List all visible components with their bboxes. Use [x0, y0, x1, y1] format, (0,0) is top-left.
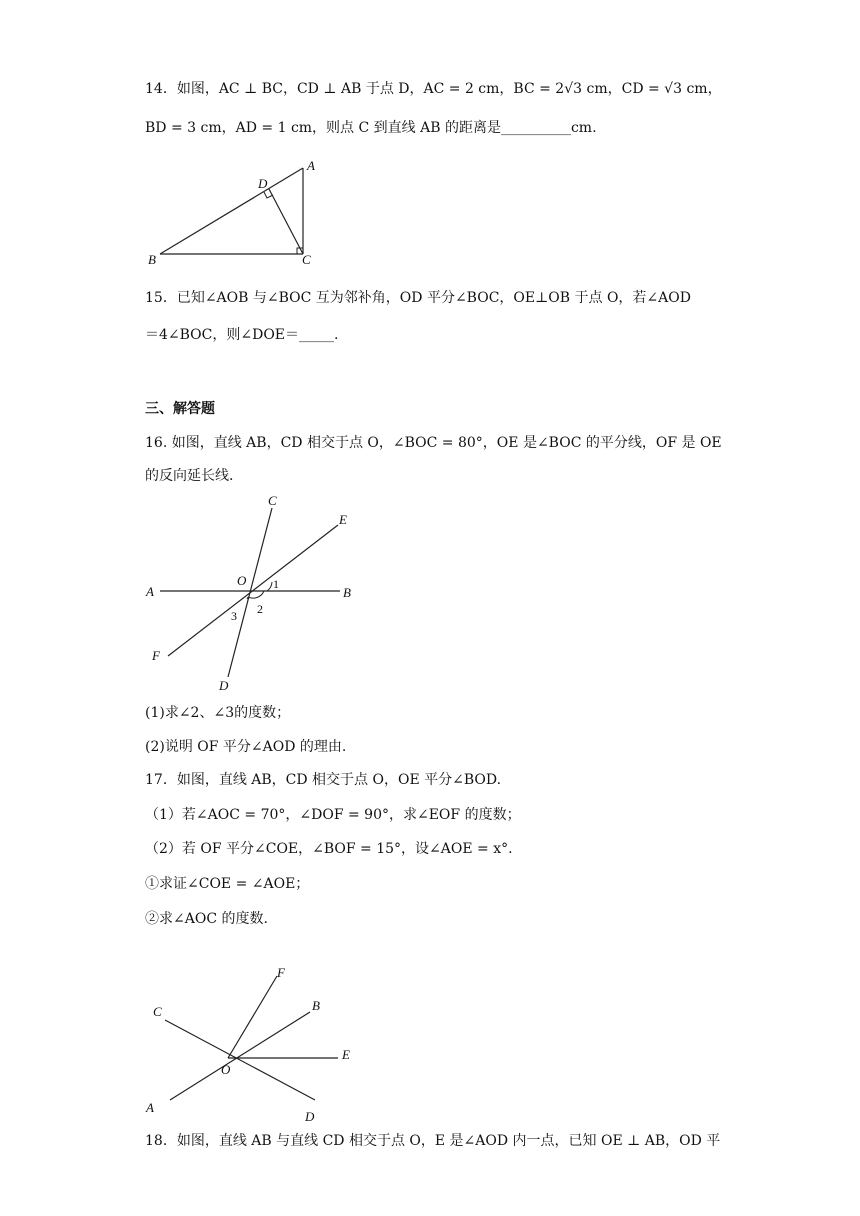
q16-intersecting-lines-figure: [140, 490, 370, 700]
label-angle-2: 2: [257, 602, 263, 616]
label-B: B: [148, 252, 156, 267]
label-angle-3: 3: [231, 609, 237, 623]
label-D: D: [305, 1109, 315, 1124]
q17-sub2: ②求∠AOC 的度数.: [145, 911, 268, 927]
q17-intersecting-lines-figure: [140, 960, 370, 1130]
q15-text-line1: 15．已知∠AOB 与∠BOC 互为邻补角，OD 平分∠BOC，OE⊥OB 于点 O，若∠AOD: [145, 290, 691, 306]
q16-part2: (2)说明 OF 平分∠AOD 的理由.: [145, 739, 347, 755]
segment-BA: [160, 168, 303, 254]
label-A: A: [307, 158, 315, 173]
label-F: F: [152, 648, 160, 663]
section-title: 三、解答题: [145, 401, 215, 417]
ray-OF: [228, 976, 277, 1058]
label-B: B: [343, 585, 351, 600]
label-C: C: [302, 252, 311, 267]
label-B: B: [312, 998, 320, 1013]
label-E: E: [339, 512, 347, 527]
q16-part1: (1)求∠2、∠3的度数；: [145, 705, 291, 721]
segment-CD: [269, 189, 303, 254]
q16-text-line1: 16. 如图，直线 AB，CD 相交于点 O，∠BOC = 80°，OE 是∠BOC 的平分线，OF 是 OE: [145, 435, 722, 451]
q17-part1: （1）若∠AOC = 70°，∠DOF = 90°，求∠EOF 的度数；: [145, 807, 521, 823]
q17-sub1: ①求证∠COE = ∠AOE；: [145, 876, 310, 892]
q15-text-line2: ＝4∠BOC，则∠DOE＝_____.: [145, 327, 339, 343]
label-A: A: [146, 1100, 154, 1115]
q17-part2: （2）若 OF 平分∠COE，∠BOF = 15°，设∠AOE = x°.: [145, 841, 513, 857]
q14-triangle-figure: [140, 152, 340, 270]
label-C: C: [153, 1004, 162, 1019]
label-F: F: [277, 965, 285, 980]
label-angle-1: 1: [273, 577, 279, 591]
label-A: A: [146, 584, 154, 599]
label-O: O: [221, 1062, 231, 1077]
label-O: O: [237, 573, 247, 588]
q14-text-line1: 14．如图，AC ⊥ BC，CD ⊥ AB 于点 D，AC = 2 cm，BC = 2√3 cm，CD = √3 cm，: [145, 81, 722, 97]
label-C: C: [268, 493, 277, 508]
line-CD: [165, 1020, 315, 1100]
label-D: D: [219, 678, 229, 693]
q16-text-line2: 的反向延长线.: [145, 468, 234, 484]
q17-text-line1: 17．如图，直线 AB，CD 相交于点 O，OE 平分∠BOD.: [145, 772, 502, 788]
label-D: D: [258, 176, 268, 191]
label-E: E: [342, 1047, 350, 1062]
q18-text-line1: 18．如图，直线 AB 与直线 CD 相交于点 O，E 是∠AOD 内一点，已知 OE ⊥ AB，OD 平: [145, 1133, 721, 1149]
q14-text-line2: BD = 3 cm，AD = 1 cm，则点 C 到直线 AB 的距离是__________cm.: [145, 120, 597, 136]
angle-arc-1: [267, 582, 272, 591]
